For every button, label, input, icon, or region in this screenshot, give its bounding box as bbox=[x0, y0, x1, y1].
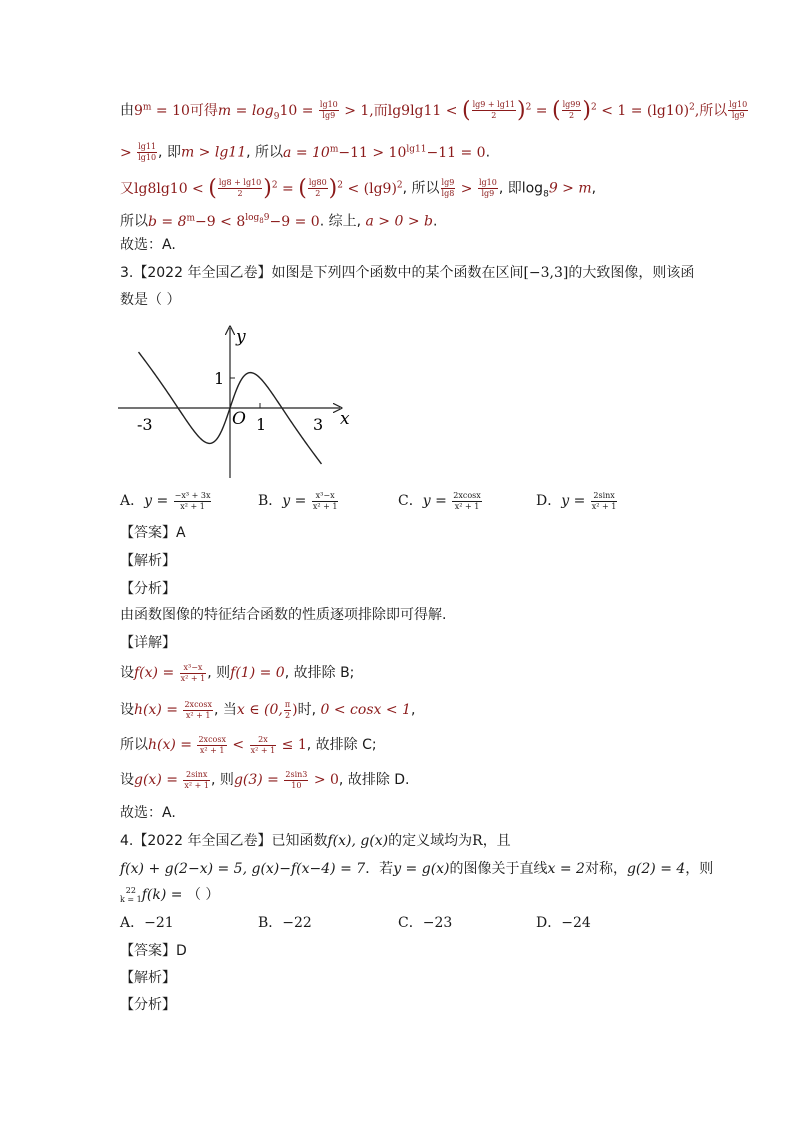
math: 0 < cosx < 1 bbox=[320, 702, 411, 718]
q3-choice-a[interactable] bbox=[120, 490, 212, 512]
text: 设 bbox=[120, 665, 134, 681]
question-text: （ ） bbox=[186, 887, 220, 903]
numerator: x³−x bbox=[180, 663, 207, 674]
q4-choice-c[interactable] bbox=[398, 912, 452, 932]
denominator: lg9 bbox=[731, 111, 745, 121]
choice-letter: B． bbox=[258, 915, 283, 931]
fraction bbox=[478, 178, 498, 199]
y-tick-label-1: 1 bbox=[214, 369, 225, 388]
math: ,所以 bbox=[694, 102, 728, 119]
numerator: 2sin3 bbox=[285, 769, 308, 779]
math: ) bbox=[292, 702, 298, 718]
math: −9 = 0 bbox=[269, 213, 320, 230]
fraction bbox=[452, 491, 482, 512]
denominator: x² + 1 bbox=[180, 501, 205, 511]
text: 所以 bbox=[120, 737, 148, 753]
solution-line-3: 又lg8lg10 < ( $\frac{\lg 8 + \lg 10}{2}$ )$^2$ = ( $\frac{\lg 80}{2}$ )$^2 < (\lg 9)^2$, 所以 $\frac{\lg 9}{\lg 8}$ > $\frac{\lg 10}{\lg 9}$ , 即$\log_89 > m$, bbox=[120, 175, 597, 201]
fenxi-label: 【分析】 bbox=[120, 581, 176, 597]
numerator: 2sinx bbox=[591, 491, 618, 502]
question-number: 4. bbox=[120, 833, 134, 849]
math: 9 bbox=[134, 102, 143, 119]
text: 故选：A. bbox=[120, 237, 176, 253]
text: 故选：A. bbox=[120, 805, 176, 821]
exponent: 9 bbox=[263, 213, 270, 223]
denominator: x² + 1 bbox=[591, 501, 617, 511]
question-number: 3. bbox=[120, 265, 134, 281]
q4-choice-d[interactable] bbox=[536, 912, 591, 932]
math: m = log bbox=[217, 102, 274, 119]
fenxi-label: 【分析】 bbox=[120, 997, 176, 1013]
math: a = 10 bbox=[283, 144, 330, 161]
math: −11 = 0 bbox=[426, 144, 486, 161]
math: > bbox=[120, 144, 137, 161]
denominator: 10 bbox=[291, 780, 302, 790]
math: h(x) = bbox=[134, 702, 183, 718]
fraction bbox=[137, 142, 157, 163]
denominator: x² + 1 bbox=[454, 501, 480, 511]
math: −9 < 8 bbox=[195, 213, 246, 230]
function-graph bbox=[118, 322, 358, 482]
math: [−3,3] bbox=[523, 265, 569, 281]
denominator: x² + 1 bbox=[199, 745, 225, 755]
fraction bbox=[308, 178, 328, 199]
fraction bbox=[312, 491, 339, 512]
denominator: lg10 bbox=[138, 153, 157, 163]
x-axis-label: x bbox=[340, 409, 350, 429]
q3-choice-b[interactable] bbox=[258, 490, 339, 512]
question-source: 【2022 年全国乙卷】 bbox=[133, 265, 272, 281]
denominator: x² + 1 bbox=[180, 673, 206, 683]
math: < (lg9) bbox=[343, 180, 397, 197]
q3-choice-c[interactable] bbox=[398, 490, 483, 512]
fraction bbox=[728, 100, 748, 121]
math: f(x) = bbox=[134, 665, 179, 681]
text: , 故排除 D. bbox=[338, 772, 410, 788]
text: 设 bbox=[120, 702, 134, 718]
xiangjie-label: 【详解】 bbox=[120, 635, 176, 651]
text: , bbox=[591, 180, 597, 197]
choice-value: −23 bbox=[422, 915, 453, 931]
choice-letter: A． bbox=[120, 493, 145, 509]
denominator: lg8 bbox=[441, 189, 455, 199]
analysis-label: 【解析】 bbox=[120, 970, 176, 986]
math: > bbox=[456, 180, 477, 197]
fraction bbox=[319, 100, 339, 121]
tick-label-neg3: -3 bbox=[137, 415, 153, 434]
q3-choice-d[interactable] bbox=[536, 490, 618, 512]
question-text: 的大致图像，则该函 bbox=[568, 265, 695, 281]
math: g(2) = 4 bbox=[626, 861, 686, 877]
sum-lower: k = 1 bbox=[120, 895, 142, 904]
text: , 故排除 B; bbox=[284, 665, 355, 681]
denominator: 2 bbox=[491, 111, 497, 121]
fraction bbox=[591, 491, 618, 512]
numerator: 2xcosx bbox=[184, 699, 212, 709]
question-text: 对称， bbox=[584, 861, 627, 877]
math: > 0 bbox=[309, 772, 339, 788]
exponent: 2 bbox=[689, 102, 695, 112]
numerator: 2x bbox=[250, 735, 277, 746]
fraction bbox=[284, 770, 308, 791]
choice-letter: B． bbox=[258, 493, 283, 509]
denominator: x² + 1 bbox=[312, 501, 338, 511]
text: 所以 bbox=[120, 213, 148, 230]
numerator: lg8 + lg10 bbox=[218, 178, 262, 188]
question-text: 的定义域均为 bbox=[388, 833, 473, 849]
detail-line-3 bbox=[120, 734, 377, 756]
fraction bbox=[218, 178, 262, 199]
q3-stem-line-1 bbox=[120, 262, 694, 284]
math: f(1) = 0 bbox=[230, 665, 285, 681]
fraction bbox=[562, 100, 582, 121]
choice-letter: C． bbox=[398, 493, 423, 509]
q4-stem-line-1 bbox=[120, 830, 511, 852]
numerator: lg99 bbox=[562, 100, 581, 110]
text: 由函数图像的特征结合函数的性质逐项排除即可得解. bbox=[120, 607, 447, 623]
math: g(x) = bbox=[134, 772, 183, 788]
question-text: ，且 bbox=[482, 833, 511, 849]
subscript: 8 bbox=[543, 189, 549, 200]
math: 又lg8lg10 < bbox=[120, 180, 209, 197]
fraction bbox=[180, 663, 207, 684]
math: −11 > 10 bbox=[338, 144, 407, 161]
numerator: −x³ + 3x bbox=[174, 490, 211, 500]
tick-label-3: 3 bbox=[313, 415, 324, 434]
text: , bbox=[410, 702, 416, 718]
text: , 所以 bbox=[246, 144, 284, 161]
numerator: lg9 + lg11 bbox=[472, 100, 515, 110]
exponent: m bbox=[329, 144, 339, 154]
choice-value: −21 bbox=[144, 915, 174, 931]
denominator: x² + 1 bbox=[185, 710, 211, 720]
choice-value: −24 bbox=[561, 915, 591, 931]
choice-letter: D． bbox=[536, 493, 562, 509]
text: 设 bbox=[120, 772, 134, 788]
choice-value: −22 bbox=[282, 915, 312, 931]
detail-final bbox=[120, 802, 176, 824]
math: < bbox=[227, 737, 249, 753]
analysis-label: 【解析】 bbox=[120, 553, 176, 569]
question-text: 数是（ ） bbox=[120, 292, 181, 308]
q4-stem-line-3 bbox=[120, 884, 219, 906]
question-text: 如图是下列四个函数中的某个函数在区间 bbox=[271, 265, 524, 281]
text: , 所以 bbox=[402, 180, 440, 197]
math: a > 0 > b bbox=[365, 213, 433, 230]
fraction bbox=[183, 700, 213, 721]
text: , 则 bbox=[211, 772, 234, 788]
solution-line-1: 由$9^m = 10$可得$m = \log_910$ = $\frac{\lg 10}{\lg 9}$ > 1,而lg9lg11 < ( $\frac{\lg 9 + \lg 11}{2}$ )$^2$ = ( $\frac{\lg 99}{2}$ )$^2 < 1 = (\lg 10)^2$,所以 $\frac{\lg 10}{\lg 9}$ bbox=[120, 97, 748, 123]
exponent: m bbox=[142, 102, 152, 112]
math: y = bbox=[282, 493, 311, 509]
origin-label: O bbox=[232, 409, 246, 429]
denominator: lg9 bbox=[322, 111, 336, 121]
exponent: log bbox=[245, 213, 260, 223]
fraction bbox=[441, 178, 456, 199]
denominator: x² + 1 bbox=[184, 780, 210, 790]
solution-line-2 bbox=[120, 138, 490, 164]
exponent: 2 bbox=[396, 180, 403, 190]
math: < 1 = (lg10) bbox=[596, 102, 690, 119]
text: , 即log bbox=[498, 180, 544, 197]
tick-label-1: 1 bbox=[256, 415, 267, 434]
denominator: 2 bbox=[284, 710, 291, 720]
text: . bbox=[485, 144, 491, 161]
fraction bbox=[174, 491, 212, 512]
detail-line-4 bbox=[120, 769, 410, 791]
math: > 1,而lg9lg11 < bbox=[339, 102, 462, 119]
text: 时, bbox=[297, 702, 321, 718]
q4-stem-line-2 bbox=[120, 858, 713, 880]
detail-line-1 bbox=[120, 662, 354, 684]
fraction bbox=[284, 700, 291, 721]
denominator: 2 bbox=[315, 189, 321, 199]
solution-line-5 bbox=[120, 234, 176, 256]
fraction bbox=[183, 770, 210, 791]
text: . 综上, bbox=[319, 213, 366, 230]
numerator: 2xcosx bbox=[453, 490, 481, 500]
q3-stem-line-2 bbox=[120, 289, 180, 311]
text: , 故排除 C; bbox=[306, 737, 377, 753]
math: x = 2 bbox=[547, 861, 585, 877]
text: , 即 bbox=[158, 144, 181, 161]
q4-choice-a[interactable] bbox=[120, 912, 174, 932]
denominator: 2 bbox=[568, 111, 575, 121]
numerator: lg80 bbox=[308, 178, 327, 188]
fraction bbox=[197, 735, 227, 756]
math: = bbox=[277, 180, 299, 197]
math: m > lg11 bbox=[180, 144, 247, 161]
y-axis-label: y bbox=[236, 327, 246, 347]
math: b = 8 bbox=[148, 213, 187, 230]
denominator: 2 bbox=[237, 189, 243, 199]
text: , 当 bbox=[213, 702, 237, 718]
denominator: lg9 bbox=[481, 189, 495, 199]
math: f(x), g(x) bbox=[327, 833, 389, 849]
fraction bbox=[472, 100, 516, 121]
summation bbox=[120, 886, 142, 904]
text: , 则 bbox=[207, 665, 231, 681]
solution-line-4 bbox=[120, 207, 437, 233]
q4-choice-b[interactable] bbox=[258, 912, 312, 932]
math: h(x) = bbox=[148, 737, 197, 753]
numerator: 2xcosx bbox=[198, 734, 226, 744]
question-text: 已知函数 bbox=[271, 833, 328, 849]
text: 由 bbox=[120, 102, 134, 119]
exponent: lg11 bbox=[406, 144, 427, 154]
math: x ∈ (0, bbox=[236, 702, 283, 718]
numerator: 2sinx bbox=[183, 770, 210, 781]
math: f(x) + g(2−x) = 5, g(x)−f(x−4) = 7 bbox=[120, 861, 366, 877]
numerator: lg9 bbox=[441, 178, 455, 188]
fenxi-text bbox=[120, 604, 446, 626]
choice-letter: A． bbox=[120, 915, 145, 931]
numerator: π bbox=[284, 699, 291, 709]
question-text: 的图像关于直线 bbox=[449, 861, 548, 877]
numerator: lg10 bbox=[319, 100, 338, 110]
question-text: ．若 bbox=[365, 861, 394, 877]
math: y = bbox=[144, 493, 173, 509]
sum-upper: 22 bbox=[125, 886, 136, 895]
math: y = bbox=[422, 493, 452, 509]
math: = bbox=[531, 102, 552, 119]
math: y = bbox=[561, 493, 590, 509]
numerator: lg11 bbox=[138, 142, 157, 152]
answer-label: 【答案】D bbox=[120, 943, 187, 959]
question-text: ，则 bbox=[685, 861, 714, 877]
exponent: m bbox=[186, 213, 196, 223]
math: f(k) = bbox=[141, 887, 187, 903]
text: . bbox=[432, 213, 438, 230]
subscript: 9 bbox=[273, 111, 280, 122]
math: = 10可得 bbox=[151, 102, 218, 119]
question-source: 【2022 年全国乙卷】 bbox=[133, 833, 272, 849]
numerator: lg10 bbox=[729, 100, 748, 110]
choice-letter: D． bbox=[536, 915, 562, 931]
math: 9 > m bbox=[548, 180, 592, 197]
math: g(3) = bbox=[233, 772, 284, 788]
fraction bbox=[250, 735, 277, 756]
math: ≤ 1 bbox=[277, 737, 307, 753]
numerator: x³−x bbox=[312, 491, 339, 502]
subscript: 8 bbox=[259, 216, 264, 225]
math: 10 = bbox=[279, 102, 318, 119]
detail-line-2 bbox=[120, 699, 415, 721]
answer-label: 【答案】A bbox=[120, 525, 186, 541]
denominator: x² + 1 bbox=[250, 745, 276, 755]
choice-letter: C． bbox=[398, 915, 423, 931]
math: R bbox=[472, 833, 483, 849]
math: y = g(x) bbox=[393, 861, 450, 877]
numerator: lg10 bbox=[478, 178, 497, 188]
